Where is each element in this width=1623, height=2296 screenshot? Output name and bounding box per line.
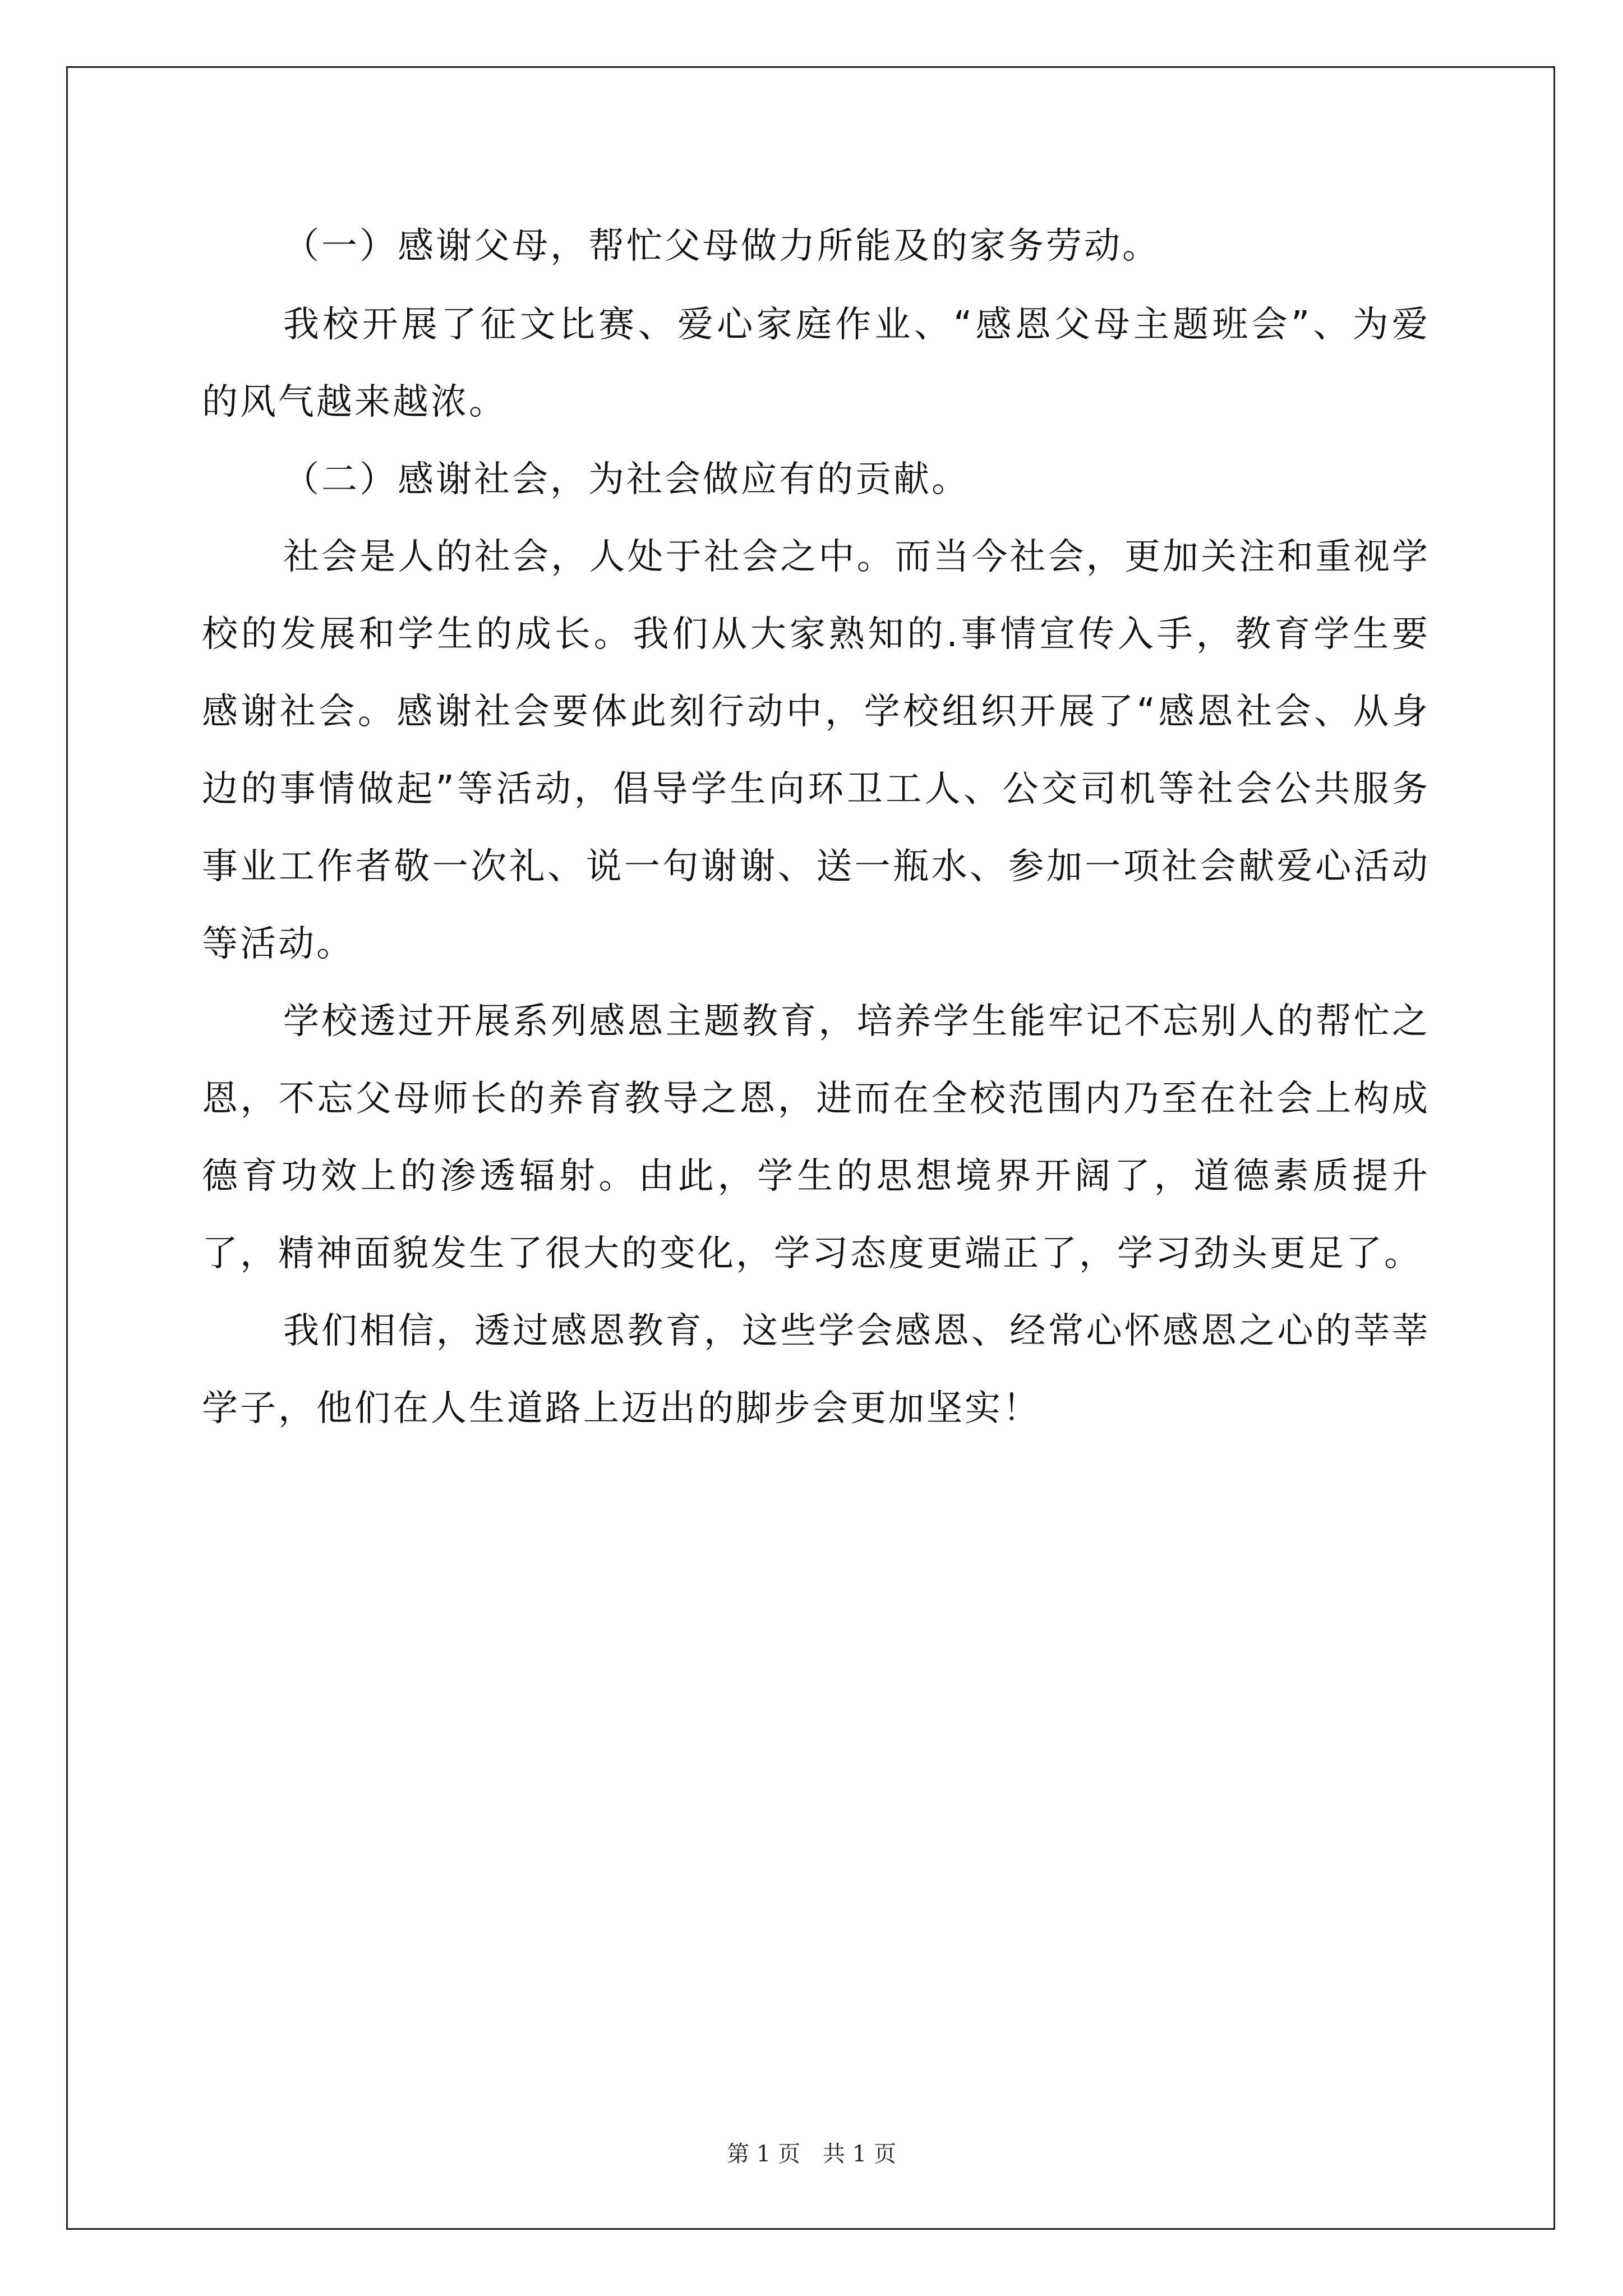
paragraph: （一）感谢父母，帮忙父母做力所能及的家务劳动。 (283, 226, 1160, 267)
page-footer: 第 1 页 共 1 页 (727, 2141, 896, 2167)
document-body (202, 208, 1430, 1447)
paragraph: 社会是人的社会，人处于社会之中。而当今社会，更加关注和重视学校的发展和学生的成长。我们从大家熟知的.事情宣传入手，教育学生要感谢社会。感谢社会要体此刻行动中，学校组织开展了“感恩社会、从身边的事情做起”等活动，倡导学生向环卫工人、公交司机等社会公共服务事业工作者敬一次礼、说一句谢谢、送一瓶水、参加一项社会献爱心活动等活动。 (202, 536, 1430, 965)
paragraph: （二）感谢社会，为社会做应有的贡献。 (283, 459, 970, 500)
paragraph: 我校开展了征文比赛、爱心家庭作业、“感恩父母主题班会”、为爱的风气越来越浓。 (202, 304, 1430, 423)
paragraph: 学校透过开展系列感恩主题教育，培养学生能牢记不忘别人的帮忙之恩，不忘父母师长的养育教导之恩，进而在全校范围内乃至在社会上构成德育功效上的渗透辐射。由此，学生的思想境界开阔了，道德素质提升了，精神面貌发生了很大的变化，学习态度更端正了，学习劲头更足了。 (202, 1001, 1430, 1274)
paragraph: 我们相信，透过感恩教育，这些学会感恩、经常心怀感恩之心的莘莘学子，他们在人生道路上迈出的脚步会更加坚实！ (202, 1310, 1430, 1429)
